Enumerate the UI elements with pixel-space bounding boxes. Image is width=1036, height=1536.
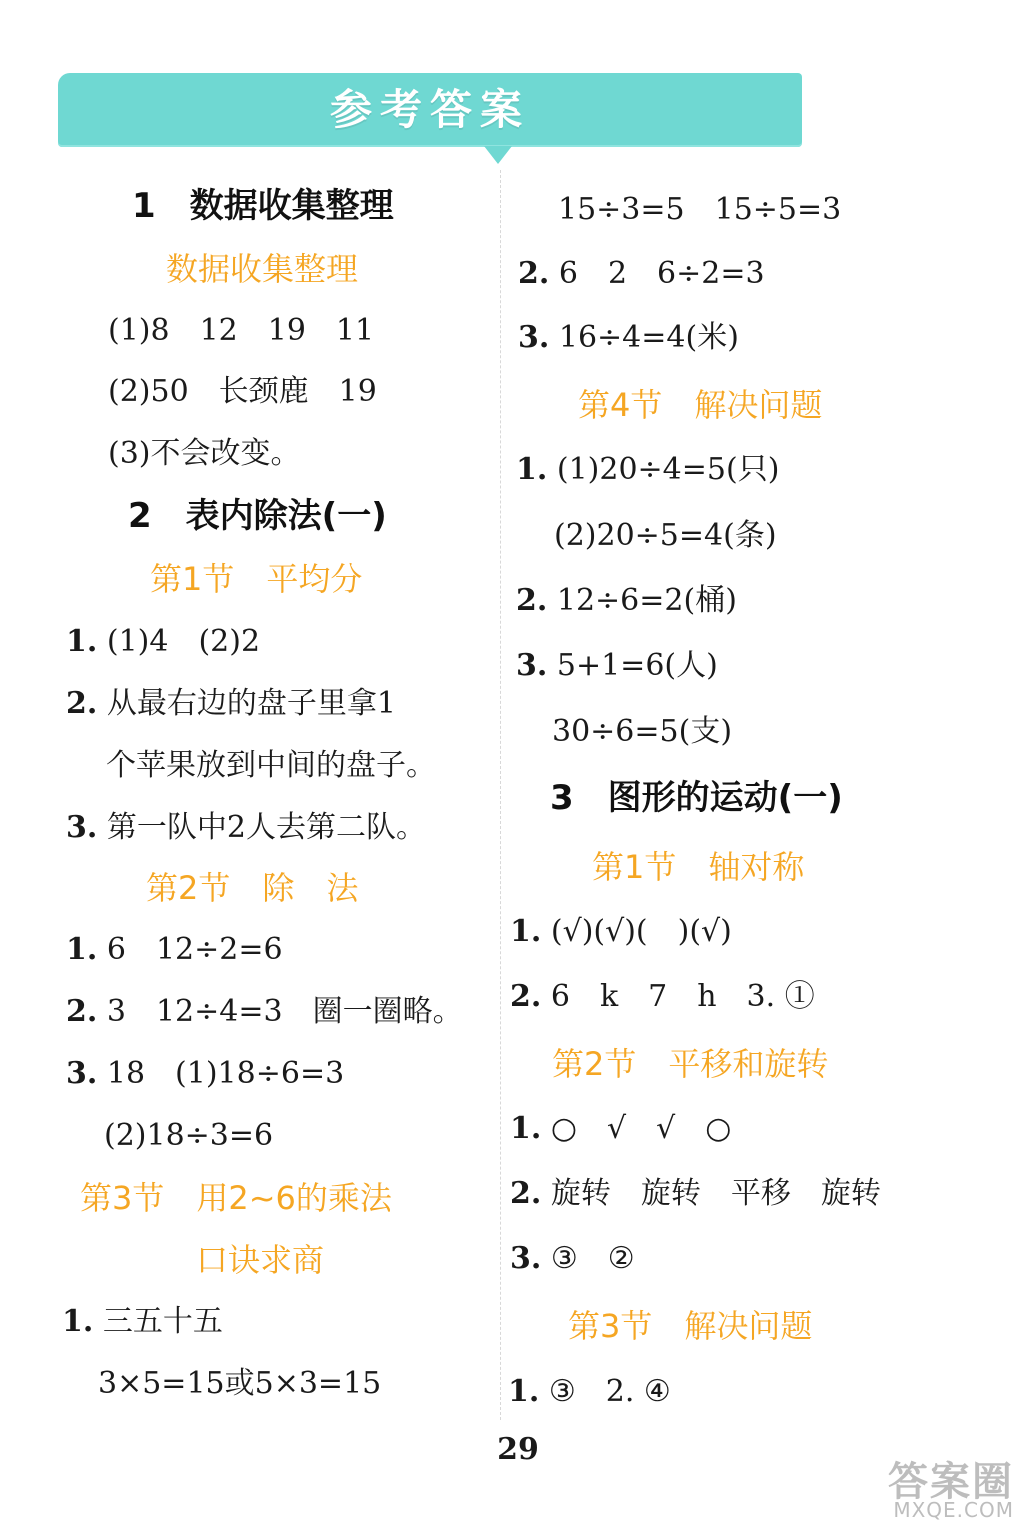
answer-line: 3×5=15或5×3=15: [98, 1366, 382, 1401]
watermark-logo: [818, 1446, 1018, 1526]
section-heading: 第2节 除 法: [146, 869, 359, 907]
question-line: [66, 620, 260, 664]
answer-text: 从最右边的盘子里拿1: [106, 686, 396, 721]
section-heading: 第1节 平均分: [150, 560, 363, 598]
question-number: 2.: [66, 686, 98, 721]
question-line: [516, 644, 718, 688]
answer-text: 6 k 7 h 3. ①: [550, 979, 815, 1014]
question-line: [508, 1370, 671, 1414]
question-line: [510, 1107, 731, 1151]
question-number: 3.: [516, 648, 548, 683]
question-number: 2.: [510, 979, 542, 1014]
answer-text: ③ ②: [550, 1241, 635, 1276]
answer-line: 个苹果放到中间的盘子。: [106, 748, 436, 783]
question-number: 3.: [518, 320, 550, 355]
question-line: [66, 682, 396, 726]
watermark-sub-text: MXQE.COM: [893, 1498, 1014, 1522]
answer-line: (2)50 长颈鹿 19: [108, 374, 377, 409]
answer-text: (1)4 (2)2: [106, 624, 261, 659]
answer-text: (√)(√)( )(√): [550, 914, 732, 949]
answer-line: (2)20÷5=4(条): [554, 518, 777, 553]
watermark-main-text: 答案圈: [888, 1459, 1014, 1505]
section-heading: 数据收集整理: [166, 250, 359, 288]
question-line: [66, 806, 426, 850]
question-line: [518, 252, 765, 296]
question-number: 3.: [66, 810, 98, 845]
answer-line: 30÷6=5(支): [552, 714, 733, 749]
question-line: [66, 990, 463, 1034]
answer-text: 6 12÷2=6: [106, 932, 283, 967]
section-heading: 第3节 解决问题: [568, 1307, 813, 1345]
answer-line: (2)18÷3=6: [104, 1118, 274, 1153]
question-number: 2.: [510, 1176, 542, 1211]
section-heading: 第1节 轴对称: [592, 848, 805, 886]
question-number: 1.: [510, 1111, 542, 1146]
answer-text: ○ √ √ ○: [550, 1111, 732, 1146]
answer-text: 6 2 6÷2=3: [558, 256, 765, 291]
question-line: [518, 316, 739, 360]
answer-text: 5+1=6(人): [556, 648, 718, 683]
section-heading: 口诀求商: [196, 1241, 325, 1279]
answer-text: ③ 2. ④: [548, 1374, 671, 1409]
question-line: [510, 1237, 635, 1281]
question-line: [66, 928, 283, 972]
question-line: [510, 975, 815, 1019]
question-line: [62, 1300, 223, 1344]
question-line: [510, 910, 732, 954]
question-line: [510, 1172, 881, 1216]
question-number: 1.: [516, 452, 548, 487]
question-number: 1.: [66, 624, 98, 659]
answer-text: 12÷6=2(桶): [556, 583, 737, 618]
question-number: 1.: [508, 1374, 540, 1409]
answer-text: 3 12÷4=3 圈一圈略。: [106, 994, 463, 1029]
answer-text: (1)20÷4=5(只): [556, 452, 780, 487]
question-number: 2.: [518, 256, 550, 291]
page-title: 参考答案: [329, 85, 530, 134]
chapter-heading: 3 图形的运动(一): [550, 778, 843, 818]
answer-line: (3)不会改变。: [108, 436, 301, 471]
answer-line: (1)8 12 19 11: [108, 313, 375, 348]
column-divider: [500, 170, 501, 1420]
question-number: 2.: [516, 583, 548, 618]
question-number: 1.: [66, 932, 98, 967]
page-number: 29: [497, 1432, 539, 1467]
section-heading: 第4节 解决问题: [578, 386, 823, 424]
question-line: [516, 448, 779, 492]
question-line: [66, 1052, 344, 1096]
question-number: 1.: [62, 1304, 94, 1339]
question-number: 3.: [66, 1056, 98, 1091]
chapter-heading: 1 数据收集整理: [132, 186, 394, 226]
answer-text: 16÷4=4(米): [558, 320, 739, 355]
question-number: 2.: [66, 994, 98, 1029]
answer-text: 第一队中2人去第二队。: [106, 810, 426, 845]
section-heading: 第2节 平移和旋转: [552, 1045, 829, 1083]
question-line: [516, 579, 737, 623]
answer-banner: [58, 73, 802, 147]
answer-line: 15÷3=5 15÷5=3: [558, 192, 842, 227]
answer-text: 旋转 旋转 平移 旋转: [550, 1176, 881, 1211]
chapter-heading: 2 表内除法(一): [128, 496, 387, 536]
question-number: 3.: [510, 1241, 542, 1276]
answer-text: 18 (1)18÷6=3: [106, 1056, 345, 1091]
question-number: 1.: [510, 914, 542, 949]
answer-text: 三五十五: [102, 1304, 223, 1339]
banner-notch: [484, 146, 512, 164]
section-heading: 第3节 用2~6的乘法: [80, 1179, 392, 1217]
